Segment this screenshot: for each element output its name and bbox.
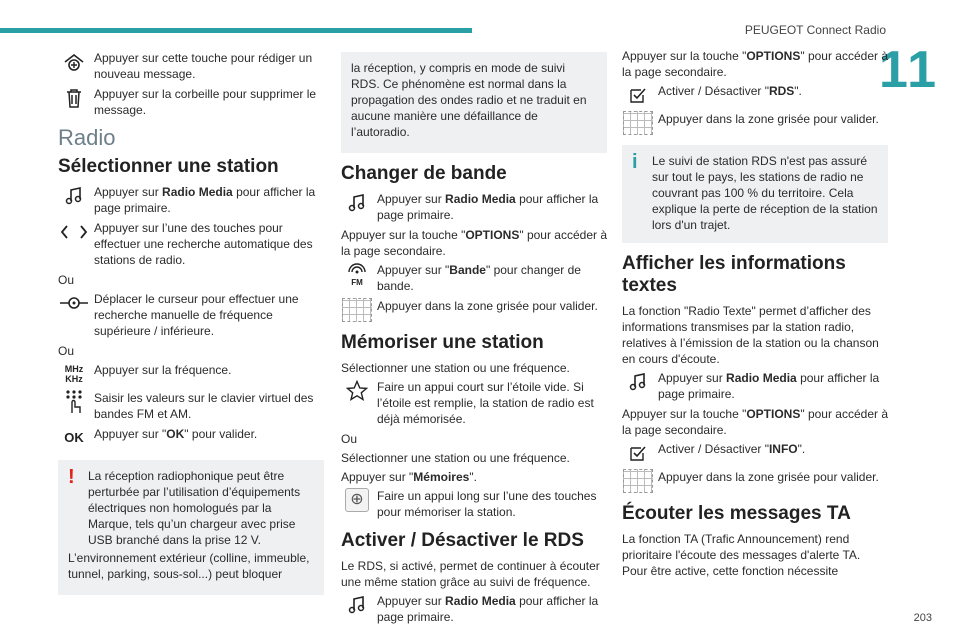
step-delete-message <box>58 86 324 118</box>
music-note-icon <box>58 184 90 208</box>
heading-ta-messages: Écouter les messages TA <box>622 503 851 524</box>
heading-change-band: Changer de bande <box>341 163 507 184</box>
section-title-radio: Radio <box>58 125 116 150</box>
step-radio-media: Appuyer sur Radio Media pour afficher la page primaire. <box>58 184 324 216</box>
step-toggle-info: Activer / Désactiver "INFO". <box>622 441 888 465</box>
or-text: Ou <box>58 273 75 287</box>
step-manual-search: Déplacer le curseur pour effectuer une recherche manuelle de fréquence supérieure / inférieure. <box>58 291 324 339</box>
step-frequency: MHz KHz Appuyer sur la fréquence. <box>58 362 324 386</box>
mhz-khz-icon: MHz KHz <box>64 364 84 384</box>
info-note: i Le suivi de station RDS n'est pas assuré sur tout le pays, les stations de radio ne couvrant pas 100 % du territoire. Cela explique la perte de réception de la station lors d'un trajet. <box>622 145 888 243</box>
step-toggle-rds: Activer / Désactiver "RDS". <box>622 83 888 107</box>
page-number: 203 <box>913 612 932 624</box>
step-validate: Appuyer dans la zone grisée pour valider. <box>622 469 888 493</box>
step-long-press: ⊕ Faire un appui long sur l’une des touches pour mémoriser la station. <box>341 488 607 520</box>
step-validate: Appuyer dans la zone grisée pour valider. <box>341 298 607 322</box>
add-preset-icon: ⊕ <box>341 488 373 512</box>
column-1 <box>58 48 324 605</box>
step-ok: OK Appuyer sur "OK" pour valider. <box>58 426 324 450</box>
step-radio-media: Appuyer sur Radio Media pour afficher la page primaire. <box>341 191 607 223</box>
chapter-number: 11 <box>879 41 938 99</box>
star-icon <box>341 379 373 403</box>
warning-icon: ! <box>68 466 75 488</box>
step-band: FM Appuyer sur "Bande" pour changer de bande. <box>341 262 607 294</box>
heading-memorise-station: Mémoriser une station <box>341 332 544 353</box>
music-note-icon <box>341 593 373 617</box>
or-text: Ou <box>58 344 75 358</box>
svg-text:FM: FM <box>351 278 363 286</box>
running-head: PEUGEOT Connect Radio <box>744 23 886 37</box>
trash-icon <box>58 86 90 110</box>
step-auto-search: Appuyer sur l’une des touches pour effectuer une recherche automatique des stations de radio. <box>58 220 324 268</box>
checkbox-icon <box>622 83 654 107</box>
new-message-icon <box>58 50 90 74</box>
music-note-icon <box>341 191 373 215</box>
warning-note: ! La réception radiophonique peut être perturbée par l’utilisation d’équipements électriques non homologués par la Marque, tels qu’un chargeur avec prise USB branché dans la prise 12 V. L’environnement extérieur (colline, immeuble, tunnel, parking, sous-sol...) peut bloquer <box>58 460 324 595</box>
step-radio-media: Appuyer sur Radio Media pour afficher la page primaire. <box>622 370 888 402</box>
keypad-hand-icon <box>58 390 90 414</box>
checkbox-icon <box>622 441 654 465</box>
step-text: Appuyer sur la corbeille pour supprimer le message. <box>94 87 317 117</box>
step-keypad: Saisir les valeurs sur le clavier virtuel des bandes FM et AM. <box>58 390 324 422</box>
step-validate: Appuyer dans la zone grisée pour valider. <box>622 111 888 135</box>
step-star: Faire un appui court sur l’étoile vide. Si l’étoile est remplie, la station de radio est déjà mémorisée. <box>341 379 607 427</box>
music-note-icon <box>622 370 654 394</box>
grey-zone-icon <box>341 298 373 322</box>
chevron-left-right-icon <box>58 220 90 244</box>
heading-rds: Activer / Désactiver le RDS <box>341 530 584 551</box>
info-icon: i <box>632 151 638 173</box>
step-radio-media: Appuyer sur Radio Media pour afficher la page primaire. <box>341 593 607 625</box>
radio-fm-icon <box>341 262 373 286</box>
step-text: Appuyer sur cette touche pour rédiger un nouveau message. <box>94 51 313 81</box>
header-accent-bar <box>0 28 472 33</box>
column-3: Appuyer sur la touche "OPTIONS" pour accéder à la page secondaire. Activer / Désactiver "RDS". Appuyer dans la zone grisée pour valider. i Le suivi de station RDS n'est pas assuré sur tout le pays, les stations de radio ne couvrant pas 100 % du territoire. Cela explique la perte de réception de la station lors d'un trajet. Afficher les informations textes La fonction "Radio Texte" permet d’afficher des informations transmises par la station radio, relatives à l’émission de la station ou la chanson en cours d'écoute. Appuyer sur Radio Media pour afficher la page primaire. Appuyer sur la touche "OPTIONS" pour accéder à la page secondaire. Activer / Désactiver "INFO". Appuyer dans la zone grisée pour valider. Écouter les messages TA La fonction TA (Trafic Announcement) rend prioritaire l'écoute des messages d'alerte TA. Pour être active, cette fonction nécessite <box>622 49 889 578</box>
column-2: la réception, y compris en mode de suivi RDS. Ce phénomène est normal dans la propagation des ondes radio et ne traduit en aucune manière une défaillance de l’autoradio. Changer de bande Appuyer sur Radio Media pour afficher la page primaire. Appuyer sur la touche "OPTIONS" pour accéder à la page secondaire. FM Appuyer sur "Bande" pour changer de bande. Appuyer dans la zone grisée pour valider. Mémoriser une station Sélectionner une station ou une fréquence. Faire un appui court sur l’étoile vide. Si l’étoile est remplie, la station de radio est déjà mémorisée. Ou Sélectionner une station ou une fréquence. Appuyer sur "Mémoires". ⊕ Faire un appui long sur l’une des touches pour mémoriser la station. Activer / Désactiver le RDS Le RDS, si activé, permet de continuer à écouter une même station grâce au suivi de fréquence. Appuyer sur Radio Media pour afficher la page primaire. <box>341 48 607 629</box>
ok-icon: OK <box>64 430 84 445</box>
warning-note-continued: la réception, y compris en mode de suivi RDS. Ce phénomène est normal dans la propagation des ondes radio et ne traduit en aucune manière une défaillance de l’autoradio. <box>341 52 607 153</box>
heading-select-station: Sélectionner une station <box>58 156 279 177</box>
heading-text-info: Afficher les informations textes <box>622 253 846 296</box>
step-new-message <box>58 50 324 82</box>
grey-zone-icon <box>622 469 654 493</box>
grey-zone-icon <box>622 111 654 135</box>
slider-cursor-icon <box>58 291 90 315</box>
